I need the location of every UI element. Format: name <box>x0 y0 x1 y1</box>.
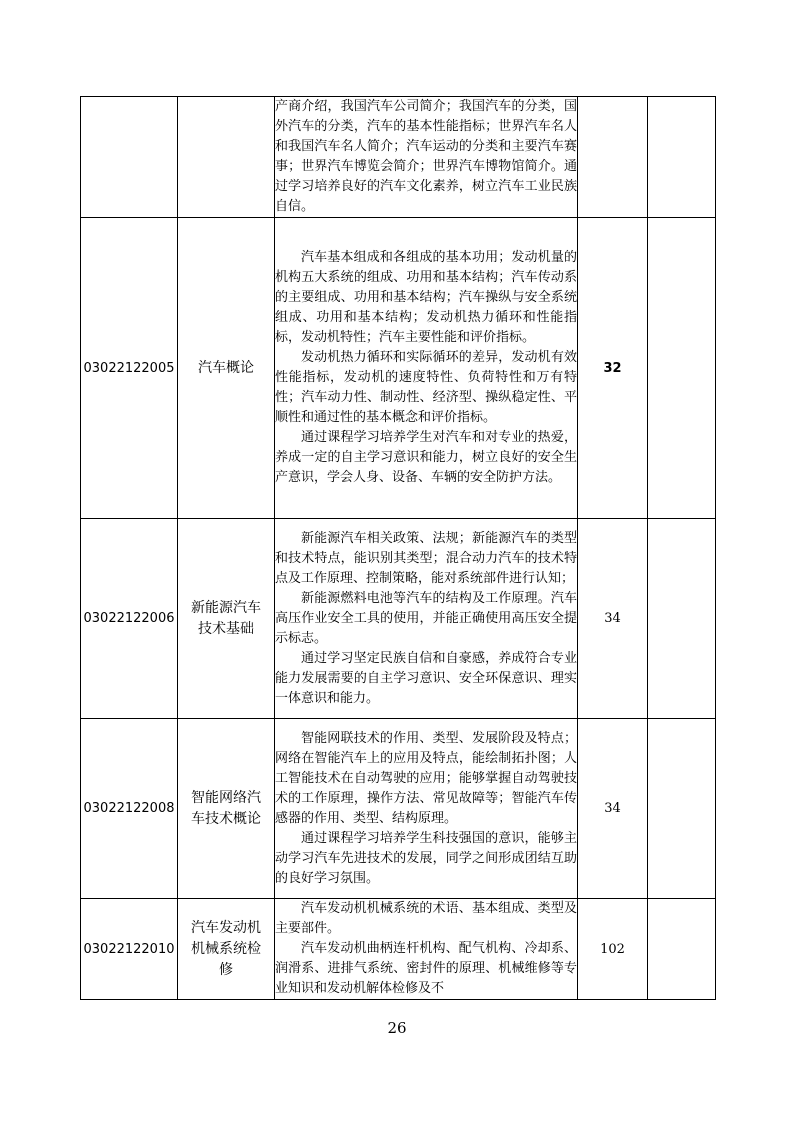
course-content <box>275 719 578 899</box>
course-name <box>178 97 275 218</box>
course-name: 汽车概论 <box>178 218 275 519</box>
course-remark <box>648 519 716 719</box>
content-paragraph: 通过课程学习培养学生科技强国的意识，能够主动学习汽车先进技术的发展，同学之间形成团结互助的良好学习氛围。 <box>275 830 577 886</box>
content-paragraph: 新能源燃料电池等汽车的结构及工作原理。汽车高压作业安全工具的使用，并能正确使用高压安全提示标志。 <box>275 590 577 646</box>
course-name <box>178 519 275 719</box>
course-name <box>178 719 275 899</box>
course-content <box>275 519 578 719</box>
content-paragraph: 汽车基本组成和各组成的基本功用；发动机量的机构五大系统的组成、功用和基本结构；汽车传动系的主要组成、功用和基本结构；汽车操纵与安全系统组成、功用和基本结构；发动机热力循环和性能指标，发动机特性；汽车主要性能和评价指标。 <box>275 250 577 345</box>
course-name-text: 新能源汽车技术基础 <box>191 599 261 637</box>
content-paragraph: 新能源汽车相关政策、法规；新能源汽车的类型和技术特点，能识别其类型；混合动力汽车的技术特点及工作原理、控制策略，能对系统部件进行认知； <box>275 530 577 586</box>
course-remark <box>648 719 716 899</box>
table-row <box>81 519 716 719</box>
course-code: 03022122008 <box>81 719 178 899</box>
content-paragraph: 产商介绍，我国汽车公司简介；我国汽车的分类，国外汽车的分类，汽车的基本性能指标；世界汽车名人和我国汽车名人简介；汽车运动的分类和主要汽车赛事；世界汽车博览会简介；世界汽车博物馆简介。通过学习培养良好的汽车文化素养，树立汽车工业民族自信。 <box>275 99 577 214</box>
course-code <box>81 97 178 218</box>
content-paragraph: 汽车发动机曲柄连杆机构、配气机构、冷却系、润滑系、进排气系统、密封件的原理、机械维修等专业知识和发动机解体检修及不 <box>275 941 577 996</box>
course-code: 03022122010 <box>81 899 178 1000</box>
course-hours: 102 <box>578 899 648 1000</box>
page-number: 26 <box>387 1019 407 1037</box>
table-row <box>81 719 716 899</box>
table-row <box>81 218 716 519</box>
table-row <box>81 899 716 1000</box>
course-hours: 34 <box>578 719 648 899</box>
course-hours: 32 <box>578 218 648 519</box>
course-name-text: 智能网络汽车技术概论 <box>191 789 261 827</box>
course-name <box>178 899 275 1000</box>
course-remark <box>648 218 716 519</box>
course-remark <box>648 899 716 1000</box>
course-hours: 34 <box>578 519 648 719</box>
course-content <box>275 899 578 1000</box>
table-row <box>81 97 716 218</box>
course-table <box>80 96 716 1000</box>
course-content <box>275 97 578 218</box>
course-remark <box>648 97 716 218</box>
course-content <box>275 218 578 519</box>
content-paragraph: 智能网联技术的作用、类型、发展阶段及特点；网络在智能汽车上的应用及特点，能绘制拓扑图；人工智能技术在自动驾驶的应用；能够掌握自动驾驶技术的工作原理，操作方法、常见故障等；智能汽车传感器的作用、类型、结构原理。 <box>275 730 577 826</box>
content-paragraph: 汽车发动机机械系统的术语、基本组成、类型及主要部件。 <box>275 901 577 936</box>
course-name-text: 汽车发动机机械系统检修 <box>191 919 261 978</box>
content-paragraph: 通过学习坚定民族自信和自豪感，养成符合专业能力发展需要的自主学习意识、安全环保意识、理实一体意识和能力。 <box>275 650 577 706</box>
course-code: 03022122006 <box>81 519 178 719</box>
content-paragraph: 发动机热力循环和实际循环的差异，发动机有效性能指标，发动机的速度特性、负荷特性和万有特性；汽车动力性、制动性、经济型、操纵稳定性、平顺性和通过性的基本概念和评价指标。 <box>275 350 577 425</box>
course-code: 03022122005 <box>81 218 178 519</box>
course-hours <box>578 97 648 218</box>
content-paragraph: 通过课程学习培养学生对汽车和对专业的热爱，养成一定的自主学习意识和能力，树立良好的安全生产意识，学会人身、设备、车辆的安全防护方法。 <box>275 430 577 485</box>
